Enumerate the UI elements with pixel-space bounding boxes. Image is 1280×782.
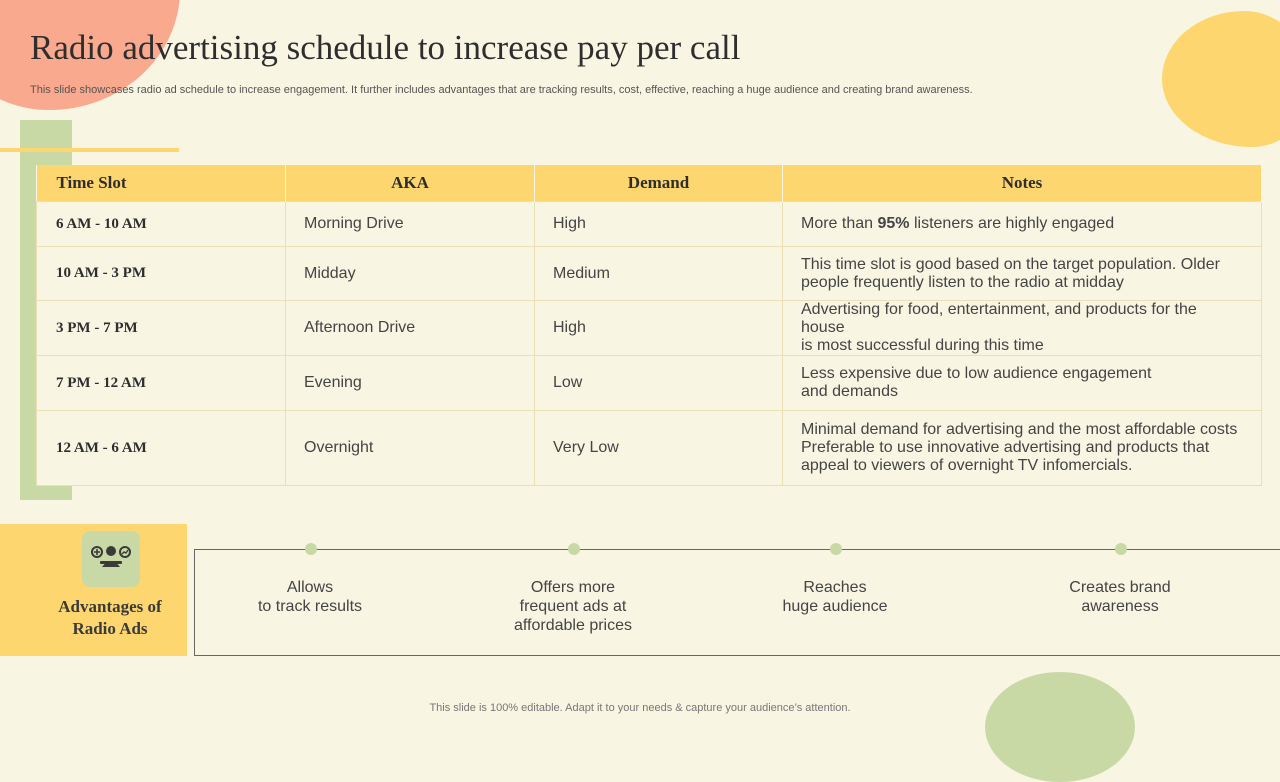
table-header-row [37, 165, 1262, 202]
advantages-label-line: Radio Ads [72, 619, 148, 638]
table-row [37, 202, 1262, 247]
time-slot-cell: 12 AM - 6 AM [37, 411, 286, 486]
advantage-marker-dot [830, 543, 842, 555]
time-slot-cell: 3 PM - 7 PM [37, 301, 286, 356]
demand-cell: Low [535, 356, 783, 411]
slide-title: Radio advertising schedule to increase pay per call [30, 28, 741, 67]
demand-cell: High [535, 202, 783, 247]
aka-cell: Afternoon Drive [286, 301, 535, 356]
table-row [37, 301, 1262, 356]
header-notes: Notes [783, 165, 1262, 202]
advantage-line: Reaches [803, 579, 867, 596]
people-growth-icon [82, 531, 140, 587]
advantages-label [30, 596, 190, 640]
aka-cell: Midday [286, 247, 535, 301]
radio-schedule-table [36, 165, 1262, 486]
notes-highlight: 95% [877, 215, 910, 232]
advantage-frequent-ads [463, 578, 683, 635]
slide-subtitle: This slide showcases radio ad schedule to increase engagement. It further includes advantages that are tracking results, cost, effective, reaching a huge audience and creating brand awareness. [30, 84, 973, 96]
advantage-marker-dot [1115, 543, 1127, 555]
notes-cell [783, 356, 1262, 411]
advantage-line: frequent ads at [519, 598, 627, 615]
advantage-marker-dot [568, 543, 580, 555]
decorative-yellow-line [0, 148, 179, 152]
notes-line: Less expensive due to low audience engagement [801, 365, 1152, 382]
notes-cell [783, 247, 1262, 301]
notes-line: and demands [801, 383, 898, 400]
aka-cell: Morning Drive [286, 202, 535, 247]
time-slot-cell: 6 AM - 10 AM [37, 202, 286, 247]
table-row [37, 247, 1262, 301]
time-slot-cell: 10 AM - 3 PM [37, 247, 286, 301]
demand-cell: High [535, 301, 783, 356]
advantage-line: affordable prices [514, 617, 632, 634]
demand-cell: Very Low [535, 411, 783, 486]
table-row [37, 356, 1262, 411]
notes-cell [783, 202, 1262, 247]
advantage-line: awareness [1081, 598, 1159, 615]
notes-line: Advertising for food, entertainment, and products for the house [801, 301, 1197, 336]
notes-cell [783, 301, 1262, 356]
advantage-line: Creates brand [1069, 579, 1171, 596]
demand-cell: Medium [535, 247, 783, 301]
header-aka: AKA [286, 165, 535, 202]
notes-line: appeal to viewers of overnight TV infomercials. [801, 457, 1133, 474]
notes-line: people frequently listen to the radio at midday [801, 273, 1124, 291]
advantage-line: huge audience [782, 598, 888, 615]
decorative-blob-top-right [1162, 11, 1280, 147]
header-time-slot: Time Slot [37, 165, 286, 202]
table-row [37, 411, 1262, 486]
notes-cell [783, 411, 1262, 486]
advantage-brand-awareness [1010, 578, 1230, 616]
aka-cell: Evening [286, 356, 535, 411]
aka-cell: Overnight [286, 411, 535, 486]
notes-line: Minimal demand for advertising and the most affordable costs [801, 421, 1238, 438]
notes-line: This time slot is good based on the target population. Older [801, 255, 1220, 273]
notes-line: Preferable to use innovative advertising and products that [801, 439, 1210, 456]
decorative-blob-bottom-right [985, 672, 1135, 782]
time-slot-cell: 7 PM - 12 AM [37, 356, 286, 411]
advantage-marker-dot [305, 543, 317, 555]
advantage-line: Offers more [530, 579, 616, 596]
advantage-huge-audience [725, 578, 945, 616]
advantage-line: to track results [257, 598, 363, 615]
advantage-line: Allows [286, 579, 334, 596]
header-demand: Demand [535, 165, 783, 202]
notes-line: is most successful during this time [801, 337, 1044, 354]
notes-text: More than [801, 215, 878, 232]
advantage-track-results [200, 578, 420, 616]
slide-footer: This slide is 100% editable. Adapt it to your needs & capture your audience’s attention. [429, 702, 851, 714]
notes-text: listeners are highly engaged [909, 215, 1115, 232]
advantages-label-line: Advantages of [58, 597, 162, 616]
